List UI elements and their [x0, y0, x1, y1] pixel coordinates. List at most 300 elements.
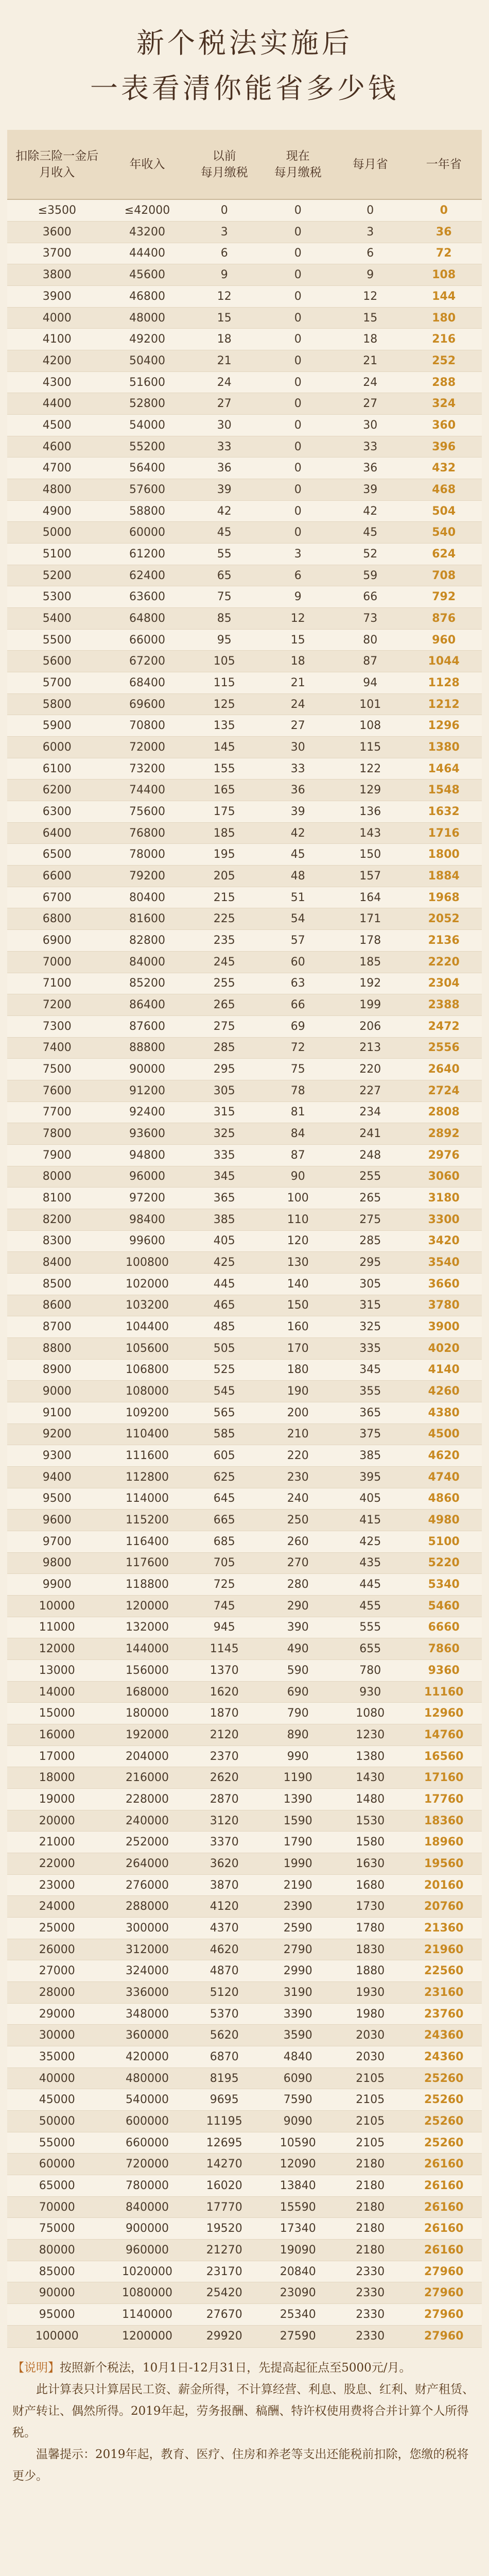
- cell-annual-saving: 25260: [406, 2067, 482, 2089]
- cell-monthly-saving: 435: [335, 1552, 406, 1574]
- cell-old-tax: 605: [187, 1445, 261, 1467]
- cell-new-tax: 230: [261, 1466, 335, 1488]
- cell-new-tax: 0: [261, 500, 335, 522]
- cell-annual-income: 45600: [107, 264, 188, 286]
- cell-monthly-income: 28000: [7, 1982, 107, 2004]
- cell-monthly-saving: 1830: [335, 1939, 406, 1960]
- cell-old-tax: 5120: [187, 1982, 261, 2004]
- table-row: [7, 2218, 482, 2240]
- cell-monthly-saving: 24: [335, 371, 406, 393]
- cell-monthly-income: 4500: [7, 415, 107, 436]
- table-row: [7, 307, 482, 329]
- cell-new-tax: 1390: [261, 1789, 335, 1810]
- cell-annual-saving: 2976: [406, 1144, 482, 1166]
- cell-old-tax: 175: [187, 801, 261, 823]
- cell-monthly-income: 8200: [7, 1209, 107, 1230]
- cell-monthly-saving: 9: [335, 264, 406, 286]
- cell-annual-income: 90000: [107, 1059, 188, 1080]
- cell-annual-saving: 432: [406, 457, 482, 479]
- cell-new-tax: 21: [261, 672, 335, 694]
- cell-monthly-income: 5400: [7, 608, 107, 630]
- cell-monthly-income: 9800: [7, 1552, 107, 1574]
- cell-new-tax: 150: [261, 1295, 335, 1316]
- cell-monthly-saving: 780: [335, 1660, 406, 1682]
- table-row: [7, 994, 482, 1016]
- cell-new-tax: 24: [261, 693, 335, 715]
- cell-new-tax: 18: [261, 651, 335, 672]
- cell-annual-saving: 23160: [406, 1982, 482, 2004]
- notes-section: [12, 2357, 477, 2487]
- cell-monthly-saving: 157: [335, 866, 406, 887]
- cell-monthly-income: 16000: [7, 1724, 107, 1746]
- cell-new-tax: 78: [261, 1080, 335, 1101]
- cell-old-tax: 5370: [187, 2003, 261, 2025]
- cell-annual-income: 58800: [107, 500, 188, 522]
- cell-old-tax: 9: [187, 264, 261, 286]
- cell-annual-income: 180000: [107, 1703, 188, 1724]
- cell-new-tax: 42: [261, 822, 335, 844]
- cell-monthly-income: 9900: [7, 1574, 107, 1596]
- cell-monthly-income: 6000: [7, 737, 107, 758]
- cell-monthly-income: 95000: [7, 2304, 107, 2326]
- cell-monthly-saving: 12: [335, 286, 406, 308]
- cell-new-tax: 12090: [261, 2154, 335, 2175]
- cell-monthly-income: 15000: [7, 1703, 107, 1724]
- cell-annual-income: 70800: [107, 715, 188, 737]
- cell-new-tax: 0: [261, 286, 335, 308]
- cell-new-tax: 7590: [261, 2089, 335, 2111]
- cell-annual-saving: 540: [406, 522, 482, 544]
- table-row: [7, 1488, 482, 1510]
- cell-new-tax: 23090: [261, 2282, 335, 2304]
- cell-old-tax: 18: [187, 329, 261, 350]
- table-row: [7, 693, 482, 715]
- header-annual-income: 年收入: [107, 130, 188, 199]
- cell-monthly-income: 5800: [7, 693, 107, 715]
- cell-new-tax: 990: [261, 1745, 335, 1767]
- cell-new-tax: 0: [261, 479, 335, 501]
- cell-new-tax: 90: [261, 1166, 335, 1188]
- cell-annual-income: 91200: [107, 1080, 188, 1101]
- cell-monthly-saving: 94: [335, 672, 406, 694]
- cell-new-tax: 0: [261, 415, 335, 436]
- cell-new-tax: 2390: [261, 1896, 335, 1918]
- cell-old-tax: 2870: [187, 1789, 261, 1810]
- table-row: [7, 758, 482, 779]
- table-row: [7, 1703, 482, 1724]
- table-body: [7, 199, 482, 2348]
- cell-monthly-saving: 265: [335, 1188, 406, 1209]
- cell-annual-saving: 108: [406, 264, 482, 286]
- cell-new-tax: 0: [261, 264, 335, 286]
- cell-annual-income: 92400: [107, 1101, 188, 1123]
- cell-annual-income: 73200: [107, 758, 188, 779]
- cell-annual-income: 79200: [107, 866, 188, 887]
- cell-old-tax: 19520: [187, 2218, 261, 2240]
- cell-monthly-saving: 2105: [335, 2111, 406, 2132]
- table-row: [7, 1230, 482, 1252]
- cell-monthly-saving: 21: [335, 350, 406, 372]
- cell-monthly-income: 7600: [7, 1080, 107, 1101]
- cell-monthly-saving: 227: [335, 1080, 406, 1101]
- cell-monthly-income: 5100: [7, 544, 107, 565]
- cell-old-tax: 2120: [187, 1724, 261, 1746]
- table-row: [7, 737, 482, 758]
- note-2: 此计算表只计算居民工资、薪金所得，不计算经营、利息、股息、红利、财产租赁、财产转让、偶然所得。2019年起，劳务报酬、稿酬、特许权使用费将合并计算个人所得税。: [12, 2383, 474, 2439]
- table-row: [7, 522, 482, 544]
- cell-old-tax: 95: [187, 629, 261, 651]
- cell-old-tax: 2620: [187, 1767, 261, 1789]
- cell-annual-income: 324000: [107, 1960, 188, 1982]
- cell-new-tax: 0: [261, 307, 335, 329]
- cell-old-tax: 27: [187, 393, 261, 415]
- cell-new-tax: 12: [261, 608, 335, 630]
- cell-annual-saving: 1296: [406, 715, 482, 737]
- cell-monthly-saving: 2180: [335, 2154, 406, 2175]
- cell-monthly-saving: 1380: [335, 1745, 406, 1767]
- title-line-1: 新个税法实施后: [136, 27, 353, 59]
- cell-annual-saving: 708: [406, 565, 482, 586]
- cell-annual-saving: 4020: [406, 1337, 482, 1359]
- cell-old-tax: 12695: [187, 2132, 261, 2154]
- cell-monthly-saving: 445: [335, 1574, 406, 1596]
- cell-old-tax: 1870: [187, 1703, 261, 1724]
- cell-monthly-saving: 178: [335, 930, 406, 952]
- cell-old-tax: 4370: [187, 1918, 261, 1939]
- cell-monthly-income: 9100: [7, 1402, 107, 1423]
- cell-annual-saving: 5340: [406, 1574, 482, 1596]
- table-row: [7, 1832, 482, 1853]
- cell-monthly-saving: 6: [335, 243, 406, 264]
- cell-annual-saving: 24360: [406, 2025, 482, 2046]
- cell-annual-income: 228000: [107, 1789, 188, 1810]
- cell-old-tax: 23170: [187, 2261, 261, 2282]
- cell-annual-saving: 360: [406, 415, 482, 436]
- cell-annual-income: 52800: [107, 393, 188, 415]
- cell-annual-saving: 27960: [406, 2325, 482, 2347]
- cell-annual-income: 117600: [107, 1552, 188, 1574]
- cell-annual-saving: 624: [406, 544, 482, 565]
- cell-annual-saving: 324: [406, 393, 482, 415]
- cell-monthly-income: 7100: [7, 973, 107, 994]
- cell-annual-income: 840000: [107, 2196, 188, 2218]
- cell-monthly-saving: 345: [335, 1359, 406, 1381]
- cell-old-tax: 295: [187, 1059, 261, 1080]
- table-row: [7, 1595, 482, 1617]
- cell-old-tax: 17770: [187, 2196, 261, 2218]
- cell-new-tax: 15: [261, 629, 335, 651]
- cell-new-tax: 13840: [261, 2175, 335, 2197]
- cell-monthly-saving: 285: [335, 1230, 406, 1252]
- table-row: [7, 1101, 482, 1123]
- cell-monthly-saving: 395: [335, 1466, 406, 1488]
- note-3: 温馨提示：2019年起，教育、医疗、住房和养老等支出还能税前扣除，您缴的税将更少。: [12, 2448, 469, 2483]
- cell-monthly-income: 10000: [7, 1595, 107, 1617]
- cell-annual-saving: 4740: [406, 1466, 482, 1488]
- cell-new-tax: 72: [261, 1037, 335, 1059]
- cell-monthly-income: 14000: [7, 1681, 107, 1703]
- table-row: [7, 1316, 482, 1338]
- cell-old-tax: 255: [187, 973, 261, 994]
- cell-new-tax: 81: [261, 1101, 335, 1123]
- cell-new-tax: 210: [261, 1423, 335, 1445]
- cell-annual-income: 87600: [107, 1015, 188, 1037]
- cell-annual-saving: 1380: [406, 737, 482, 758]
- cell-annual-saving: 2052: [406, 908, 482, 930]
- cell-new-tax: 190: [261, 1381, 335, 1402]
- cell-old-tax: 585: [187, 1423, 261, 1445]
- cell-monthly-income: 3600: [7, 221, 107, 243]
- cell-old-tax: 745: [187, 1595, 261, 1617]
- cell-monthly-income: 8100: [7, 1188, 107, 1209]
- cell-annual-saving: 5220: [406, 1552, 482, 1574]
- cell-old-tax: 33: [187, 436, 261, 457]
- cell-monthly-income: 7400: [7, 1037, 107, 1059]
- cell-new-tax: 10590: [261, 2132, 335, 2154]
- cell-annual-saving: 216: [406, 329, 482, 350]
- cell-new-tax: 290: [261, 1595, 335, 1617]
- cell-old-tax: 21: [187, 350, 261, 372]
- cell-monthly-income: 20000: [7, 1810, 107, 1832]
- cell-monthly-income: 40000: [7, 2067, 107, 2089]
- cell-annual-saving: 4260: [406, 1381, 482, 1402]
- table-row: [7, 608, 482, 630]
- cell-monthly-saving: 241: [335, 1123, 406, 1145]
- cell-monthly-saving: 101: [335, 693, 406, 715]
- cell-monthly-saving: 335: [335, 1337, 406, 1359]
- cell-new-tax: 54: [261, 908, 335, 930]
- cell-monthly-income: 5600: [7, 651, 107, 672]
- table-row: [7, 544, 482, 565]
- cell-monthly-saving: 30: [335, 415, 406, 436]
- cell-monthly-income: 7900: [7, 1144, 107, 1166]
- cell-new-tax: 280: [261, 1574, 335, 1596]
- cell-new-tax: 590: [261, 1660, 335, 1682]
- table-row: [7, 2282, 482, 2304]
- cell-old-tax: 125: [187, 693, 261, 715]
- cell-new-tax: 0: [261, 522, 335, 544]
- cell-monthly-saving: 2330: [335, 2261, 406, 2282]
- cell-monthly-income: 29000: [7, 2003, 107, 2025]
- table-row: [7, 1531, 482, 1552]
- cell-annual-income: 204000: [107, 1745, 188, 1767]
- cell-annual-income: 96000: [107, 1166, 188, 1188]
- note-tag: 【说明】: [12, 2361, 60, 2375]
- table-row: [7, 329, 482, 350]
- cell-annual-income: 1080000: [107, 2282, 188, 2304]
- cell-annual-income: 252000: [107, 1832, 188, 1853]
- cell-old-tax: 115: [187, 672, 261, 694]
- table-row: [7, 1015, 482, 1037]
- cell-old-tax: 6: [187, 243, 261, 264]
- cell-monthly-income: 4000: [7, 307, 107, 329]
- table-row: [7, 715, 482, 737]
- cell-annual-income: 216000: [107, 1767, 188, 1789]
- cell-annual-saving: 960: [406, 629, 482, 651]
- cell-monthly-income: 12000: [7, 1638, 107, 1660]
- cell-annual-income: 360000: [107, 2025, 188, 2046]
- cell-annual-income: 72000: [107, 737, 188, 758]
- table-row: [7, 286, 482, 308]
- cell-monthly-income: 18000: [7, 1767, 107, 1789]
- table-row: [7, 1144, 482, 1166]
- table-row: [7, 2025, 482, 2046]
- table-row: [7, 1874, 482, 1896]
- cell-monthly-saving: 87: [335, 651, 406, 672]
- cell-annual-income: 50400: [107, 350, 188, 372]
- cell-monthly-saving: 3: [335, 221, 406, 243]
- cell-old-tax: 14270: [187, 2154, 261, 2175]
- table-row: [7, 930, 482, 952]
- cell-new-tax: 140: [261, 1273, 335, 1295]
- cell-new-tax: 87: [261, 1144, 335, 1166]
- cell-monthly-income: 5200: [7, 565, 107, 586]
- cell-old-tax: 305: [187, 1080, 261, 1101]
- cell-monthly-saving: 2330: [335, 2282, 406, 2304]
- cell-monthly-saving: 73: [335, 608, 406, 630]
- cell-monthly-income: 5300: [7, 586, 107, 608]
- cell-new-tax: 27590: [261, 2325, 335, 2347]
- cell-old-tax: 285: [187, 1037, 261, 1059]
- cell-monthly-income: 75000: [7, 2218, 107, 2240]
- cell-old-tax: 265: [187, 994, 261, 1016]
- cell-annual-income: 63600: [107, 586, 188, 608]
- cell-old-tax: 30: [187, 415, 261, 436]
- cell-old-tax: 1145: [187, 1638, 261, 1660]
- cell-old-tax: 27670: [187, 2304, 261, 2326]
- cell-old-tax: 275: [187, 1015, 261, 1037]
- cell-annual-income: 105600: [107, 1337, 188, 1359]
- cell-annual-saving: 2388: [406, 994, 482, 1016]
- cell-monthly-saving: 2180: [335, 2218, 406, 2240]
- cell-monthly-income: 4200: [7, 350, 107, 372]
- cell-old-tax: 11195: [187, 2111, 261, 2132]
- cell-annual-income: 480000: [107, 2067, 188, 2089]
- cell-annual-saving: 876: [406, 608, 482, 630]
- cell-annual-income: 106800: [107, 1359, 188, 1381]
- cell-annual-saving: 27960: [406, 2261, 482, 2282]
- cell-monthly-income: 5500: [7, 629, 107, 651]
- cell-annual-saving: 20160: [406, 1874, 482, 1896]
- cell-monthly-income: 22000: [7, 1853, 107, 1875]
- cell-old-tax: 15: [187, 307, 261, 329]
- cell-monthly-saving: 2030: [335, 2046, 406, 2068]
- cell-annual-saving: 11160: [406, 1681, 482, 1703]
- table-row: [7, 866, 482, 887]
- table-row: [7, 586, 482, 608]
- cell-annual-income: 660000: [107, 2132, 188, 2154]
- cell-new-tax: 890: [261, 1724, 335, 1746]
- cell-old-tax: 3870: [187, 1874, 261, 1896]
- table-row: [7, 1617, 482, 1638]
- page-title: [0, 0, 489, 111]
- table-row: [7, 2175, 482, 2197]
- cell-old-tax: 365: [187, 1188, 261, 1209]
- table-row: [7, 2325, 482, 2347]
- table-row: [7, 350, 482, 372]
- cell-annual-income: 49200: [107, 329, 188, 350]
- table-row: [7, 1789, 482, 1810]
- cell-old-tax: 39: [187, 479, 261, 501]
- cell-new-tax: 48: [261, 866, 335, 887]
- cell-new-tax: 270: [261, 1552, 335, 1574]
- cell-monthly-saving: 315: [335, 1295, 406, 1316]
- cell-monthly-income: 8000: [7, 1166, 107, 1188]
- cell-monthly-saving: 930: [335, 1681, 406, 1703]
- table-row: [7, 2003, 482, 2025]
- table-row: [7, 1209, 482, 1230]
- cell-monthly-income: 6100: [7, 758, 107, 779]
- cell-annual-saving: 24360: [406, 2046, 482, 2068]
- cell-monthly-saving: 248: [335, 1144, 406, 1166]
- cell-annual-saving: 2808: [406, 1101, 482, 1123]
- table-row: [7, 1423, 482, 1445]
- cell-old-tax: 105: [187, 651, 261, 672]
- cell-monthly-income: 6600: [7, 866, 107, 887]
- cell-monthly-saving: 295: [335, 1252, 406, 1274]
- cell-old-tax: 345: [187, 1166, 261, 1188]
- cell-monthly-income: 6900: [7, 930, 107, 952]
- table-row: [7, 436, 482, 457]
- cell-old-tax: 465: [187, 1295, 261, 1316]
- cell-annual-saving: 2220: [406, 951, 482, 973]
- cell-annual-income: 99600: [107, 1230, 188, 1252]
- cell-new-tax: 25340: [261, 2304, 335, 2326]
- cell-monthly-saving: 213: [335, 1037, 406, 1059]
- table-row: [7, 1960, 482, 1982]
- cell-annual-income: 300000: [107, 1918, 188, 1939]
- cell-new-tax: 2190: [261, 1874, 335, 1896]
- cell-annual-saving: 252: [406, 350, 482, 372]
- cell-monthly-income: 60000: [7, 2154, 107, 2175]
- cell-old-tax: 235: [187, 930, 261, 952]
- table-row: [7, 1273, 482, 1295]
- cell-annual-income: 600000: [107, 2111, 188, 2132]
- cell-monthly-income: 5000: [7, 522, 107, 544]
- cell-old-tax: 405: [187, 1230, 261, 1252]
- table-row: [7, 479, 482, 501]
- cell-annual-saving: 2304: [406, 973, 482, 994]
- cell-annual-income: 44400: [107, 243, 188, 264]
- cell-annual-income: 51600: [107, 371, 188, 393]
- cell-annual-saving: 26160: [406, 2218, 482, 2240]
- cell-annual-income: 115200: [107, 1510, 188, 1531]
- cell-old-tax: 9695: [187, 2089, 261, 2111]
- table-row: [7, 2067, 482, 2089]
- table-row: [7, 2111, 482, 2132]
- cell-monthly-income: 26000: [7, 1939, 107, 1960]
- note-1: [12, 2357, 477, 2379]
- cell-monthly-income: 70000: [7, 2196, 107, 2218]
- cell-annual-saving: 4140: [406, 1359, 482, 1381]
- cell-new-tax: 160: [261, 1316, 335, 1338]
- table-row: [7, 1660, 482, 1682]
- header-monthly-saving: 每月省: [335, 130, 406, 199]
- cell-old-tax: 445: [187, 1273, 261, 1295]
- table-row: [7, 1939, 482, 1960]
- table-row: [7, 1510, 482, 1531]
- cell-monthly-income: 50000: [7, 2111, 107, 2132]
- cell-monthly-saving: 2180: [335, 2175, 406, 2197]
- cell-annual-saving: 1968: [406, 887, 482, 908]
- table-row: [7, 1767, 482, 1789]
- table-row: [7, 1252, 482, 1274]
- cell-new-tax: 240: [261, 1488, 335, 1510]
- table-row: [7, 1681, 482, 1703]
- table-row: [7, 1982, 482, 2004]
- note-1-text: 按照新个税法，10月1日-12月31日，先提高起征点至5000元/月。: [60, 2361, 411, 2375]
- cell-monthly-saving: 2180: [335, 2240, 406, 2261]
